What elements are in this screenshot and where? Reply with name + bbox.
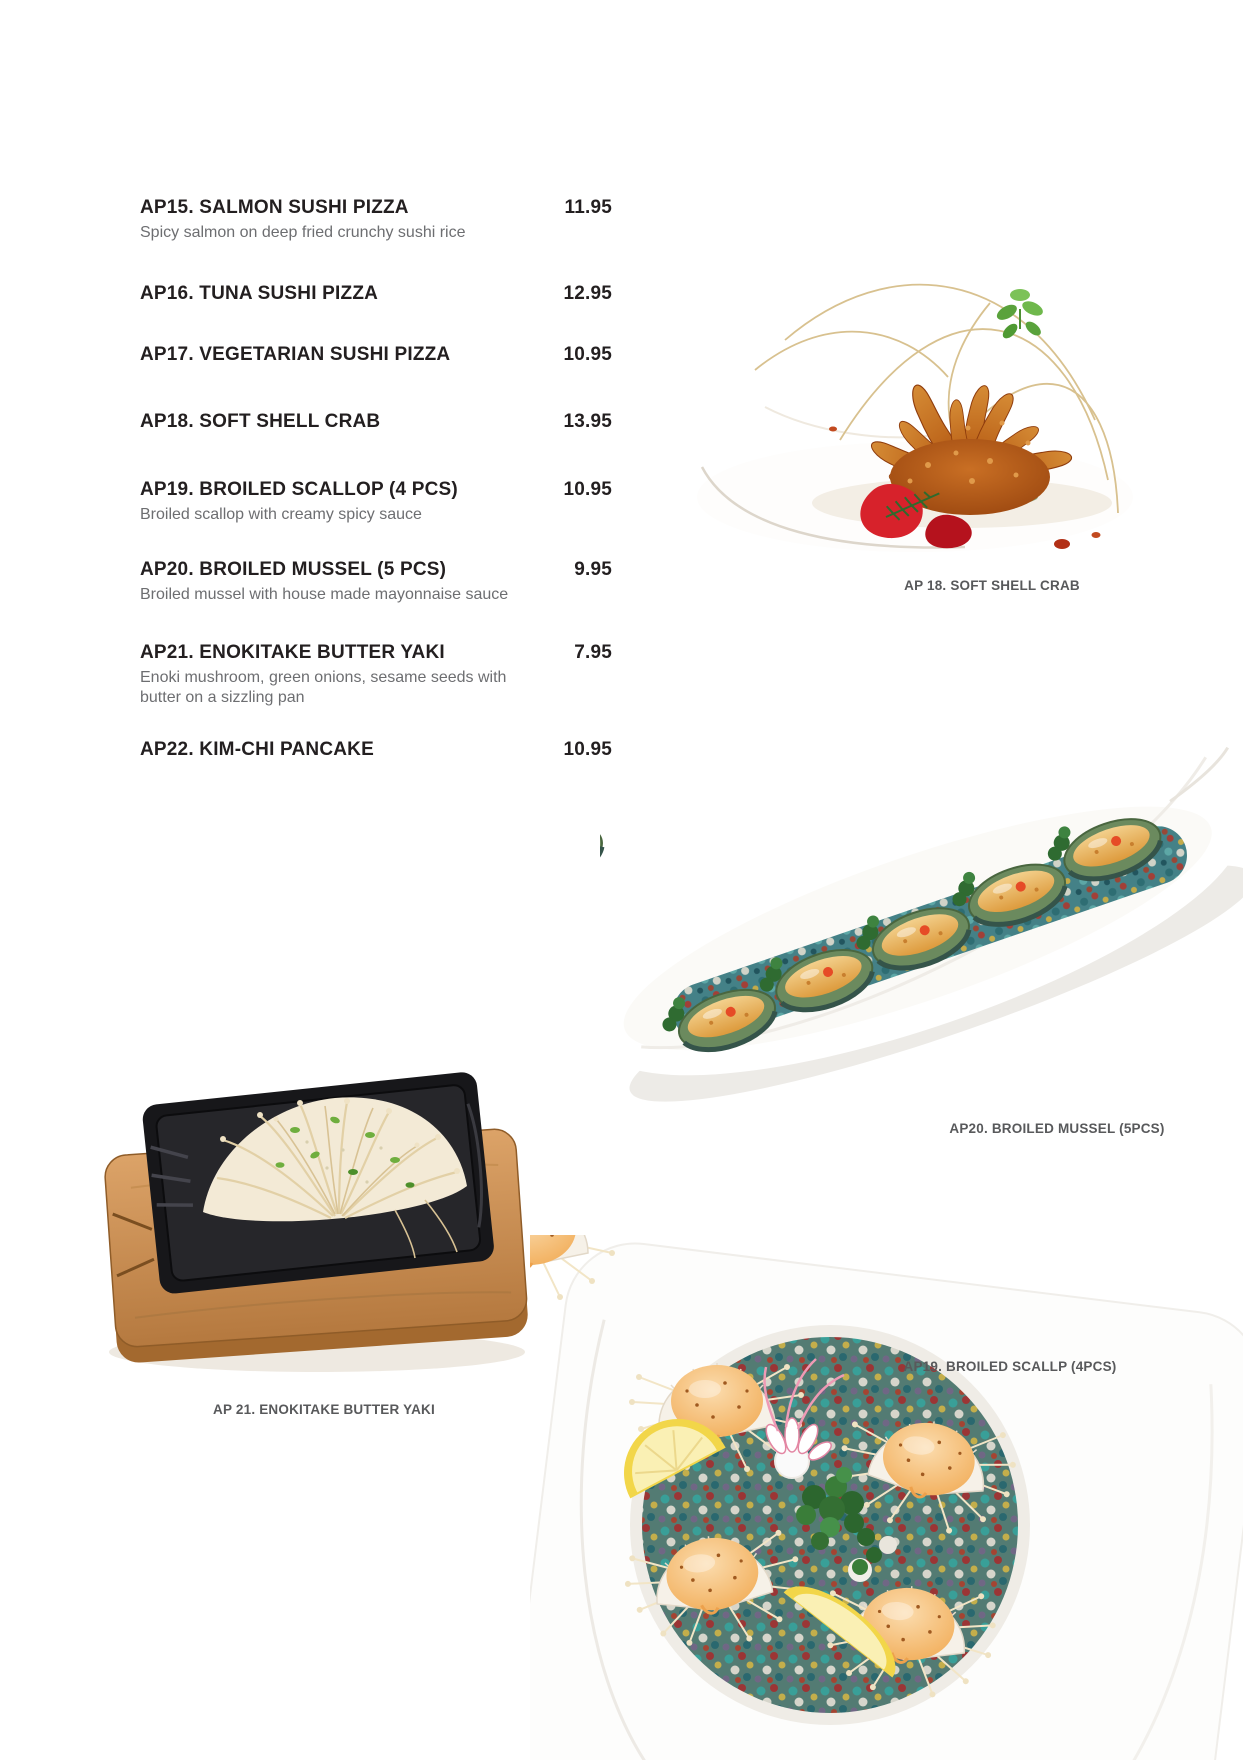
menu-item xyxy=(140,479,612,525)
item-title: AP16. TUNA SUSHI PIZZA xyxy=(140,283,379,304)
soft-shell-crab-photo xyxy=(690,245,1150,555)
item-title: AP17. VEGETARIAN SUSHI PIZZA xyxy=(140,344,451,365)
menu-item xyxy=(140,344,612,366)
item-title: AP19. BROILED SCALLOP (4 PCS) xyxy=(140,479,458,500)
item-title: AP20. BROILED MUSSEL (5 PCS) xyxy=(140,559,447,580)
item-price: 12.95 xyxy=(563,283,612,304)
menu-item xyxy=(140,283,612,305)
item-price: 7.95 xyxy=(574,642,612,663)
menu-item xyxy=(140,559,612,605)
menu-item xyxy=(140,642,612,709)
enokitake-butter-yaki-photo xyxy=(95,1000,540,1400)
item-title: AP21. ENOKITAKE BUTTER YAKI xyxy=(140,642,445,663)
item-price: 10.95 xyxy=(563,344,612,365)
photo-caption-enokitake: AP 21. ENOKITAKE BUTTER YAKI xyxy=(213,1402,435,1417)
item-price: 13.95 xyxy=(563,411,612,432)
broiled-mussel-photo xyxy=(600,740,1243,1110)
item-description: Enoki mushroom, green onions, sesame seeds with butter on a sizzling pan xyxy=(140,669,507,707)
item-description: Spicy salmon on deep fried crunchy sushi rice xyxy=(140,224,466,241)
item-price: 10.95 xyxy=(563,479,612,500)
menu-item xyxy=(140,197,612,243)
item-title: AP18. SOFT SHELL CRAB xyxy=(140,411,381,432)
item-price: 11.95 xyxy=(564,197,612,218)
menu-item xyxy=(140,739,612,761)
broiled-scallop-photo xyxy=(530,1235,1243,1760)
item-title: AP22. KIM-CHI PANCAKE xyxy=(140,739,374,760)
photo-caption-broiled-scallop: AP19. BROILED SCALLP (4PCS) xyxy=(903,1359,1117,1374)
item-description: Broiled mussel with house made mayonnaise sauce xyxy=(140,586,509,603)
item-price: 9.95 xyxy=(574,559,612,580)
menu-item xyxy=(140,411,612,433)
photo-caption-soft-shell-crab: AP 18. SOFT SHELL CRAB xyxy=(904,578,1080,593)
item-title: AP15. SALMON SUSHI PIZZA xyxy=(140,197,409,218)
photo-caption-broiled-mussel: AP20. BROILED MUSSEL (5PCS) xyxy=(949,1121,1165,1136)
item-price: 10.95 xyxy=(563,739,612,760)
item-description: Broiled scallop with creamy spicy sauce xyxy=(140,506,422,523)
